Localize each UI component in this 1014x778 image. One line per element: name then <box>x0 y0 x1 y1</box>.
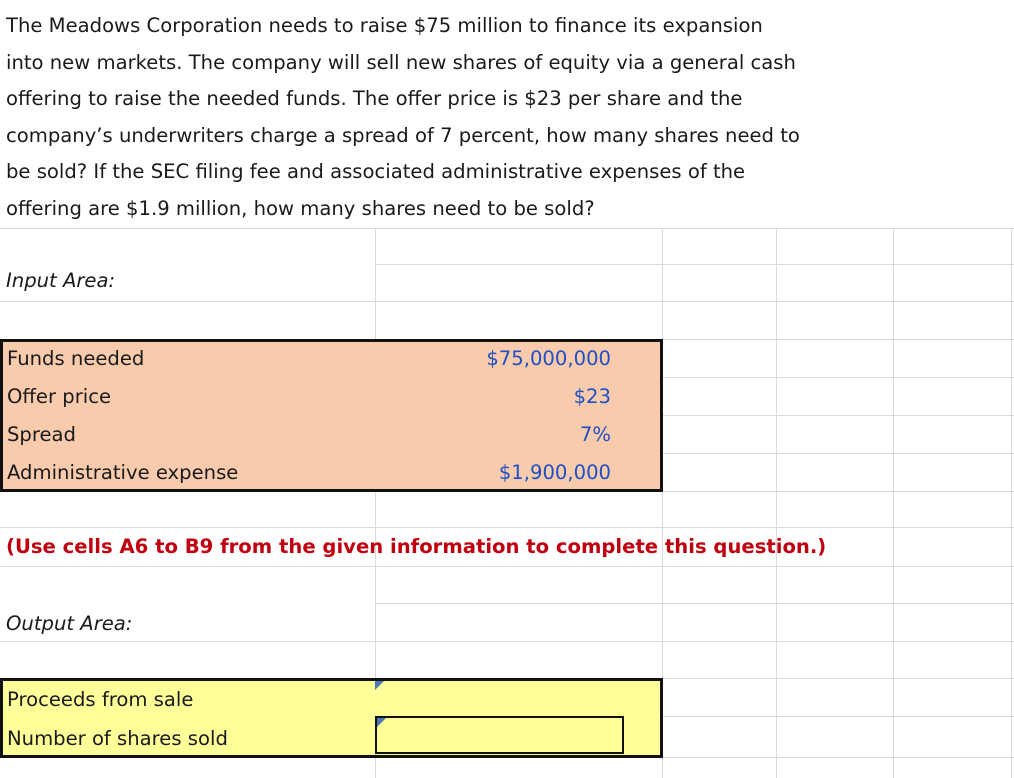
comment-indicator-icon <box>377 718 386 727</box>
gridline-horizontal <box>0 527 1014 528</box>
input-value-spread[interactable]: 7% <box>579 423 611 446</box>
input-label-funds-needed[interactable]: Funds needed <box>7 347 145 370</box>
gridline-vertical <box>893 228 894 778</box>
input-value-offer-price[interactable]: $23 <box>573 385 611 408</box>
gridline-horizontal <box>0 641 1014 642</box>
gridline-horizontal <box>375 264 1014 265</box>
output-cell-proceeds-from-sale[interactable] <box>375 681 624 719</box>
gridline-horizontal <box>662 415 1014 416</box>
gridline-vertical <box>776 228 777 778</box>
gridline-horizontal <box>0 566 1014 567</box>
input-value-funds-needed[interactable]: $75,000,000 <box>486 347 611 370</box>
gridline-vertical <box>1011 228 1012 778</box>
input-label-administrative-expense[interactable]: Administrative expense <box>7 461 239 484</box>
gridline-horizontal <box>662 678 1014 679</box>
comment-indicator-icon <box>375 681 384 690</box>
instruction-note: (Use cells A6 to B9 from the given information to complete this question.) <box>6 535 827 558</box>
output-label-proceeds-from-sale[interactable]: Proceeds from sale <box>7 688 194 711</box>
gridline-horizontal <box>662 453 1014 454</box>
input-label-offer-price[interactable]: Offer price <box>7 385 112 408</box>
gridline-horizontal <box>0 228 1014 229</box>
gridline-horizontal <box>375 603 1014 604</box>
output-area-label: Output Area: <box>6 612 133 635</box>
gridline-horizontal <box>0 301 1014 302</box>
output-label-number-of-shares-sold[interactable]: Number of shares sold <box>7 727 228 750</box>
input-value-administrative-expense[interactable]: $1,900,000 <box>498 461 611 484</box>
input-label-spread[interactable]: Spread <box>7 423 76 446</box>
problem-statement: The Meadows Corporation needs to raise $75 million to finance its expansion into new markets. The company will sell new shares of equity via a general cash offering to raise the needed funds. The offer price is $23 per share and the company’s underwriters charge a spread of 7 percent, how many shares need to be sold? If the SEC filing fee and associated administrative expenses of the offering are $1.9 million, how many shares need to be sold? <box>6 14 800 220</box>
input-area-table <box>0 339 663 492</box>
output-cell-number-of-shares-sold[interactable] <box>375 716 624 754</box>
input-area-label: Input Area: <box>6 269 116 292</box>
gridline-horizontal <box>662 339 1014 340</box>
gridline-horizontal <box>662 377 1014 378</box>
gridline-horizontal <box>662 716 1014 717</box>
